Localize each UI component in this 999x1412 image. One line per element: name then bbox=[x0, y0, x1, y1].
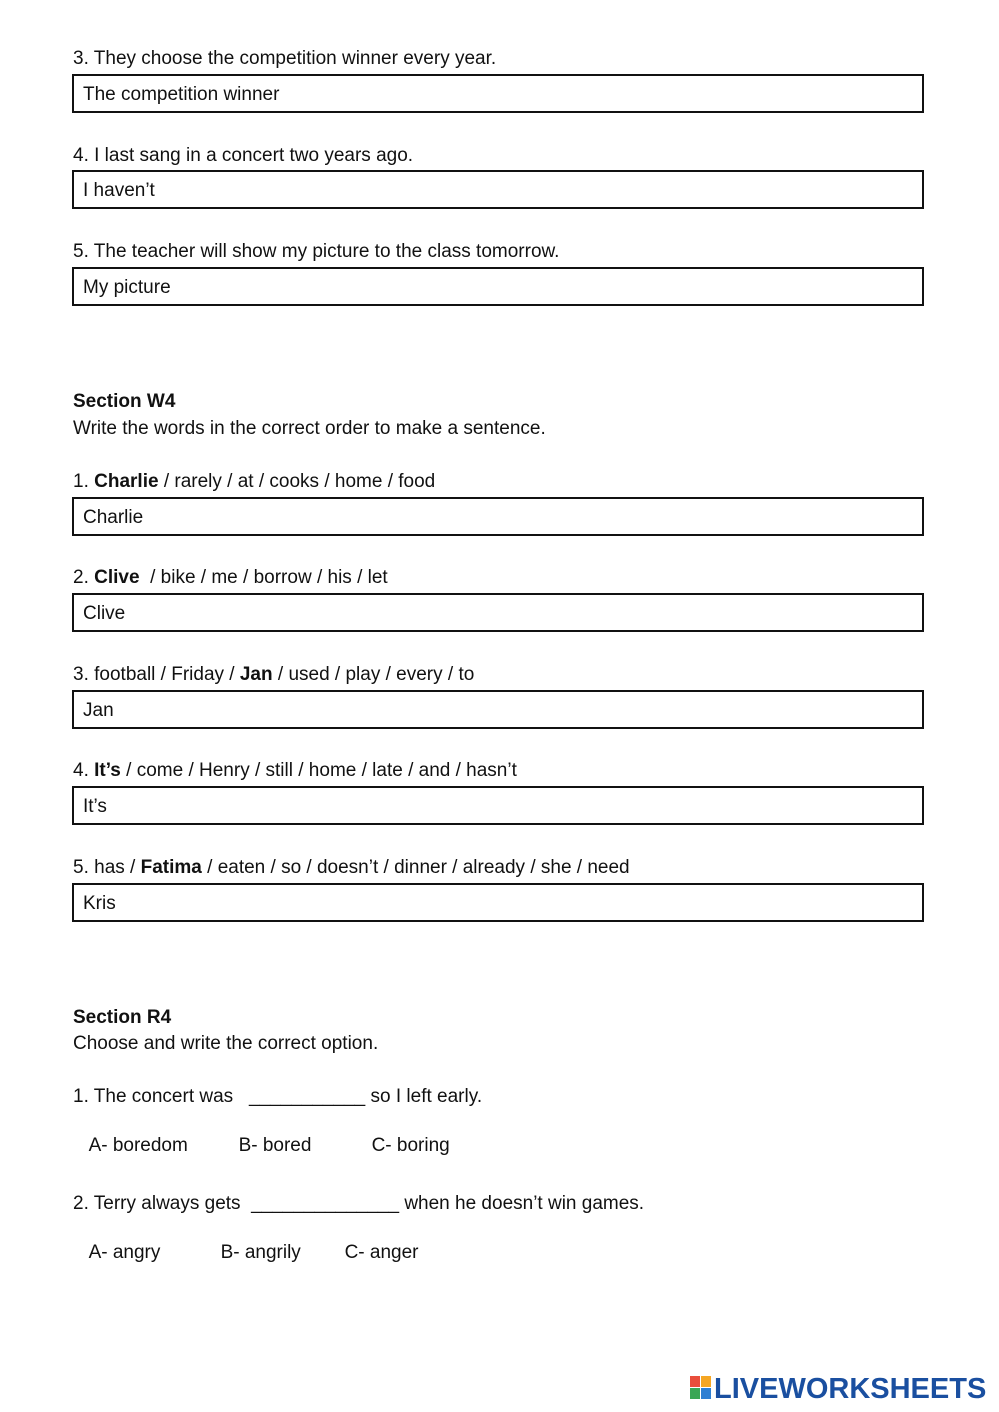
liveworksheets-brand-text: LIVEWORKSHEETS bbox=[714, 1373, 987, 1405]
liveworksheets-logo-icon bbox=[690, 1376, 712, 1400]
option-b[interactable]: B- bored bbox=[238, 1135, 312, 1156]
answer-box-w4-5[interactable] bbox=[72, 883, 924, 922]
question-words: 3. football / Friday / bbox=[73, 664, 240, 685]
option-b[interactable]: B- angrily bbox=[220, 1242, 301, 1263]
answer-text: Clive bbox=[83, 603, 126, 624]
question-w4-5 bbox=[73, 857, 630, 879]
answer-box-w3-4[interactable] bbox=[72, 170, 924, 209]
answer-box-w3-5[interactable] bbox=[72, 267, 924, 306]
question-keyword: Jan bbox=[239, 664, 273, 685]
answer-box-w4-2[interactable] bbox=[72, 593, 924, 632]
question-number: 2. bbox=[73, 567, 95, 588]
question-keyword: Fatima bbox=[140, 857, 202, 878]
answer-text: Charlie bbox=[83, 507, 144, 528]
question-w4-3 bbox=[73, 664, 474, 686]
section-instruction-w4: Write the words in the correct order to make a sentence. bbox=[73, 418, 546, 439]
answer-text: Kris bbox=[83, 893, 116, 914]
answer-box-w3-3[interactable] bbox=[72, 74, 924, 113]
question-keyword: Clive bbox=[94, 567, 140, 588]
question-words: / eaten / so / doesn’t / dinner / already / she / need bbox=[201, 857, 630, 878]
question-words: / bike / me / borrow / his / let bbox=[139, 567, 388, 588]
question-number: 1. bbox=[73, 471, 95, 492]
question-r4-2: 2. Terry always gets ______________ when he doesn’t win games. bbox=[73, 1193, 645, 1214]
question-words: / used / play / every / to bbox=[272, 664, 475, 685]
answer-text: Jan bbox=[83, 700, 114, 721]
question-w3-4: 4. I last sang in a concert two years ago. bbox=[73, 145, 414, 166]
question-r4-1: 1. The concert was ___________ so I left early. bbox=[73, 1086, 483, 1107]
option-c[interactable]: C- boring bbox=[371, 1135, 450, 1156]
question-words: / come / Henry / still / home / late / and / hasn’t bbox=[120, 760, 517, 781]
answer-box-w4-4[interactable] bbox=[72, 786, 924, 825]
answer-box-w4-3[interactable] bbox=[72, 690, 924, 729]
option-a[interactable]: A- boredom bbox=[88, 1135, 188, 1156]
options-r4-1 bbox=[78, 1113, 450, 1157]
question-w4-2 bbox=[73, 567, 388, 589]
section-heading-w4: Section W4 bbox=[73, 391, 176, 412]
question-keyword: It’s bbox=[94, 760, 121, 781]
section-heading-r4: Section R4 bbox=[73, 1007, 172, 1028]
option-c[interactable]: C- anger bbox=[344, 1242, 419, 1263]
answer-text: The competition winner bbox=[83, 84, 280, 105]
question-w4-4 bbox=[73, 760, 517, 782]
option-a[interactable]: A- angry bbox=[88, 1242, 161, 1263]
question-w4-1 bbox=[73, 471, 435, 493]
answer-text: It’s bbox=[83, 796, 107, 817]
answer-text: I haven’t bbox=[83, 180, 155, 201]
section-instruction-r4: Choose and write the correct option. bbox=[73, 1033, 379, 1054]
question-w3-3: 3. They choose the competition winner every year. bbox=[73, 48, 497, 69]
question-w3-5: 5. The teacher will show my picture to the class tomorrow. bbox=[73, 241, 560, 262]
options-r4-2 bbox=[78, 1220, 418, 1264]
answer-text: My picture bbox=[83, 277, 171, 298]
question-words: 5. has / bbox=[73, 857, 141, 878]
question-words: / rarely / at / cooks / home / food bbox=[158, 471, 436, 492]
question-keyword: Charlie bbox=[94, 471, 159, 492]
question-number: 4. bbox=[73, 760, 95, 781]
answer-box-w4-1[interactable] bbox=[72, 497, 924, 536]
